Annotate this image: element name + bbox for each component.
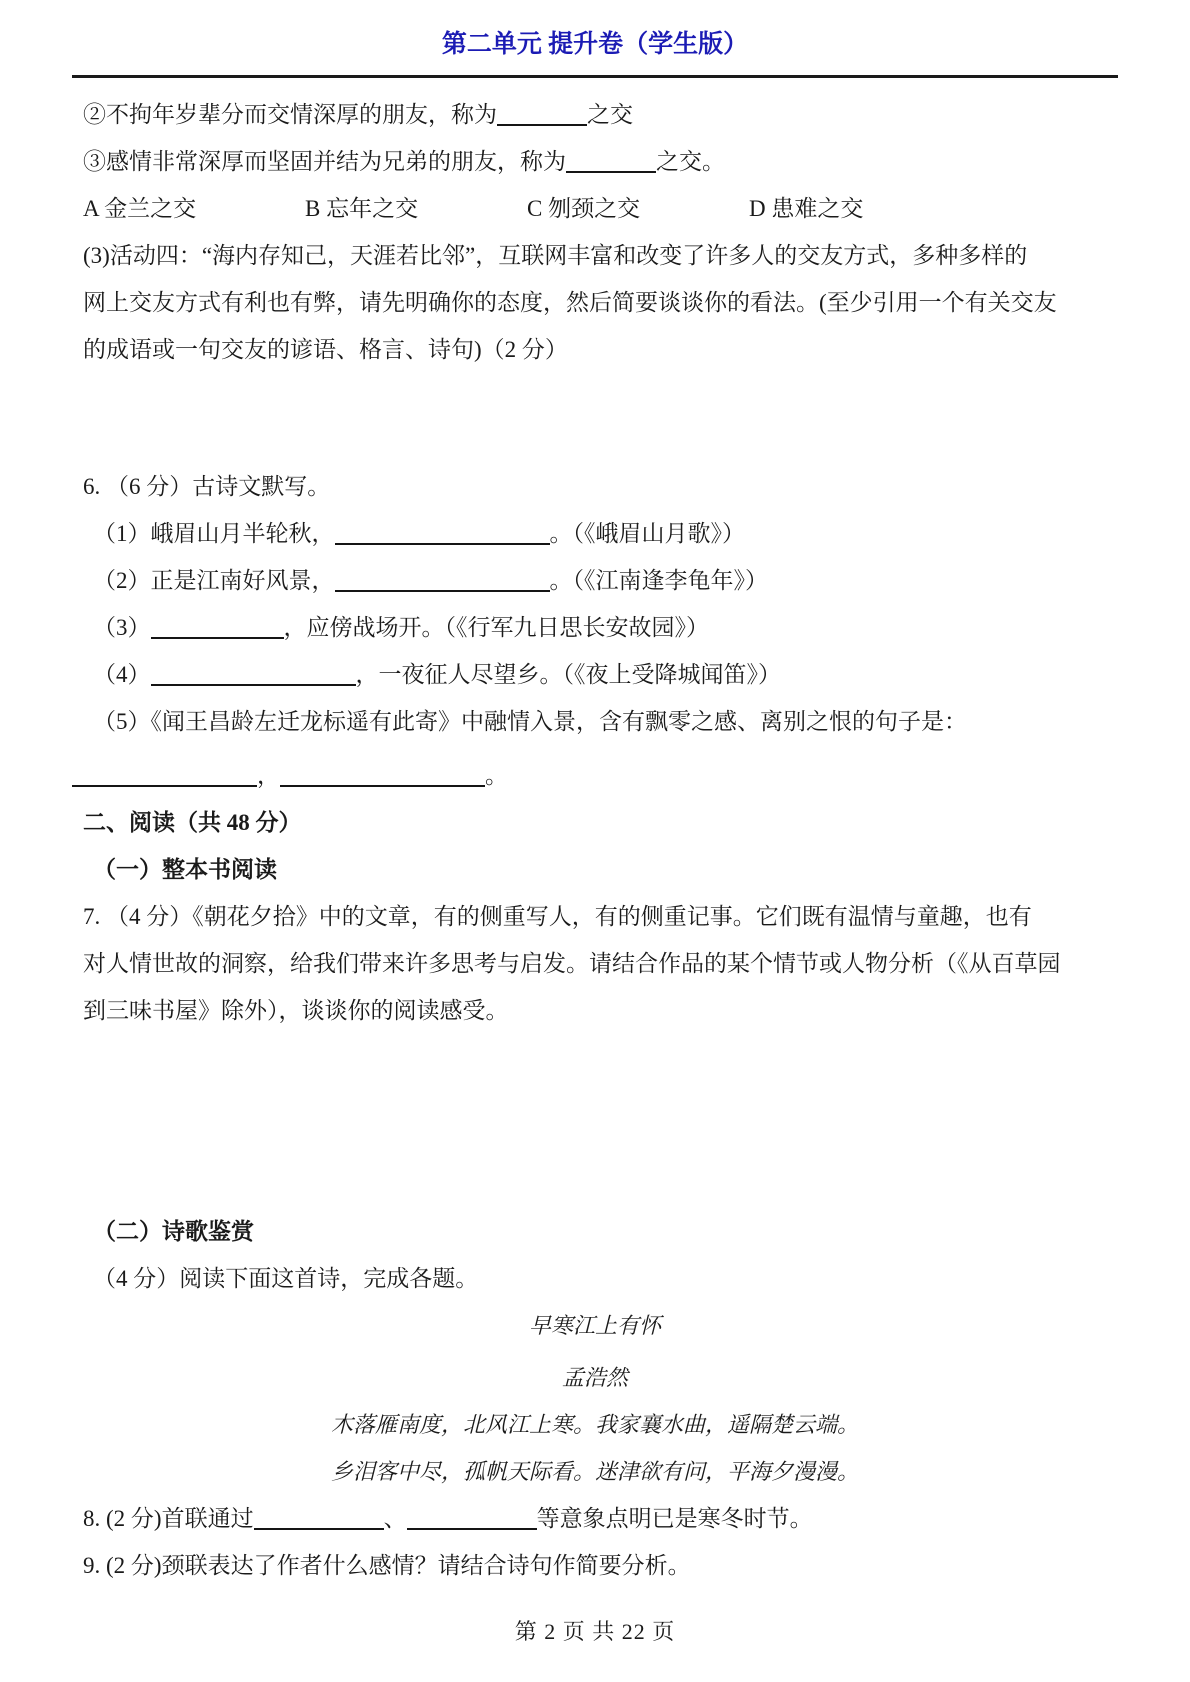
page-number: 第 2 页 共 22 页 (514, 1619, 676, 1644)
choice-d: D 患难之交 (749, 196, 864, 221)
q6-item1-line (93, 510, 1118, 557)
answer-blank (497, 101, 587, 126)
choice-c: C 刎颈之交 (527, 196, 641, 221)
q6-item5-line: （5）《闻王昌龄左迁龙标遥有此寄》中融情入景，含有飘零之感、离别之恨的句子是： (93, 709, 967, 734)
q6-item2-line (93, 557, 1118, 604)
q6-item1-tail: 。（《峨眉山月歌》） (549, 521, 745, 546)
answer-blank (254, 1505, 384, 1530)
q6-item5-period: 。 (485, 763, 508, 788)
q6-item5-separator: ， (257, 763, 280, 788)
q5-activity4-line1: (3)活动四：“海内存知己，天涯若比邻”，互联网丰富和改变了许多人的交友方式，多种多样的 (83, 243, 1028, 268)
header-divider (72, 75, 1118, 78)
poem-author: 孟浩然 (561, 1365, 628, 1390)
q5-item3-tail: 之交。 (656, 149, 725, 174)
poem-verse-1: 木落雁南度，北风江上寒。我家襄水曲，遥隔楚云端。 (330, 1412, 859, 1437)
answer-blank (407, 1505, 537, 1530)
page-title: 第二单元 提升卷（学生版） (441, 31, 749, 58)
q6-title: 6. （6 分）古诗文默写。 (83, 474, 331, 499)
q5-item2-line (83, 91, 1118, 138)
q7-line2: 对人情世故的洞察，给我们带来许多思考与启发。请结合作品的某个情节或人物分析（《从百草园 (83, 951, 1061, 976)
section2-title: 二、阅读（共 48 分） (83, 810, 302, 835)
poem-intro: （4 分）阅读下面这首诗，完成各题。 (93, 1266, 479, 1291)
q6-item3-tail: ，应傍战场开。（《行军九日思长安故园》） (283, 615, 709, 640)
answer-blank (335, 520, 550, 545)
q6-item5-blanks-line (72, 752, 1118, 799)
q5-activity4-line2: 网上交友方式有利也有弊，请先明确你的态度，然后简要谈谈你的看法。(至少引用一个有关交友 (83, 290, 1057, 315)
answer-blank (566, 148, 656, 173)
q7-line1: 7. （4 分）《朝花夕拾》中的文章，有的侧重写人，有的侧重记事。它们既有温情与童趣，也有 (83, 904, 1032, 929)
poem-verse-2: 乡泪客中尽，孤帆天际看。迷津欲有问，平海夕漫漫。 (330, 1459, 859, 1484)
q5-item2-text: ②不拘年岁辈分而交情深厚的朋友，称为 (83, 102, 497, 127)
answer-blank (335, 567, 550, 592)
q5-item2-tail: 之交 (587, 102, 633, 127)
answer-blank (280, 762, 485, 787)
q5-activity4-line3: 的成语或一句交友的谚语、格言、诗句)（2 分） (83, 337, 568, 362)
q6-item2-text: （2）正是江南好风景， (93, 568, 335, 593)
answer-blank (72, 762, 257, 787)
choice-b: B 忘年之交 (305, 196, 419, 221)
q6-item4-line (93, 651, 1118, 698)
q6-item3-text: （3） (93, 615, 151, 640)
answer-blank (151, 614, 284, 639)
q8-line (83, 1495, 1118, 1542)
q8-text: 8. (2 分)首联通过 (83, 1506, 254, 1531)
q7-line3: 到三味书屋》除外），谈谈你的阅读感受。 (83, 998, 509, 1023)
q8-separator: 、 (383, 1506, 407, 1531)
q6-item2-tail: 。（《江南逢李龟年》） (549, 568, 768, 593)
q6-item4-tail: ，一夜征人尽望乡。（《夜上受降城闻笛》） (355, 662, 781, 687)
q6-item4-text: （4） (93, 662, 151, 687)
answer-blank (151, 661, 356, 686)
section2-sub1-title: （一）整本书阅读 (93, 857, 277, 882)
q5-choice-row (83, 185, 1118, 232)
document-body (72, 91, 1118, 1589)
q5-item3-line (83, 138, 1118, 185)
q6-item1-text: （1）峨眉山月半轮秋， (93, 521, 335, 546)
poem-title: 早寒江上有怀 (528, 1313, 661, 1338)
q9-line: 9. (2 分)颈联表达了作者什么感情？请结合诗句作简要分析。 (83, 1553, 691, 1578)
q8-tail: 等意象点明已是寒冬时节。 (536, 1506, 813, 1531)
q5-item3-text: ③感情非常深厚而坚固并结为兄弟的朋友，称为 (83, 149, 566, 174)
choice-a: A 金兰之交 (83, 196, 197, 221)
q6-item3-line (93, 604, 1118, 651)
section2-sub2-title: （二）诗歌鉴赏 (93, 1219, 254, 1244)
